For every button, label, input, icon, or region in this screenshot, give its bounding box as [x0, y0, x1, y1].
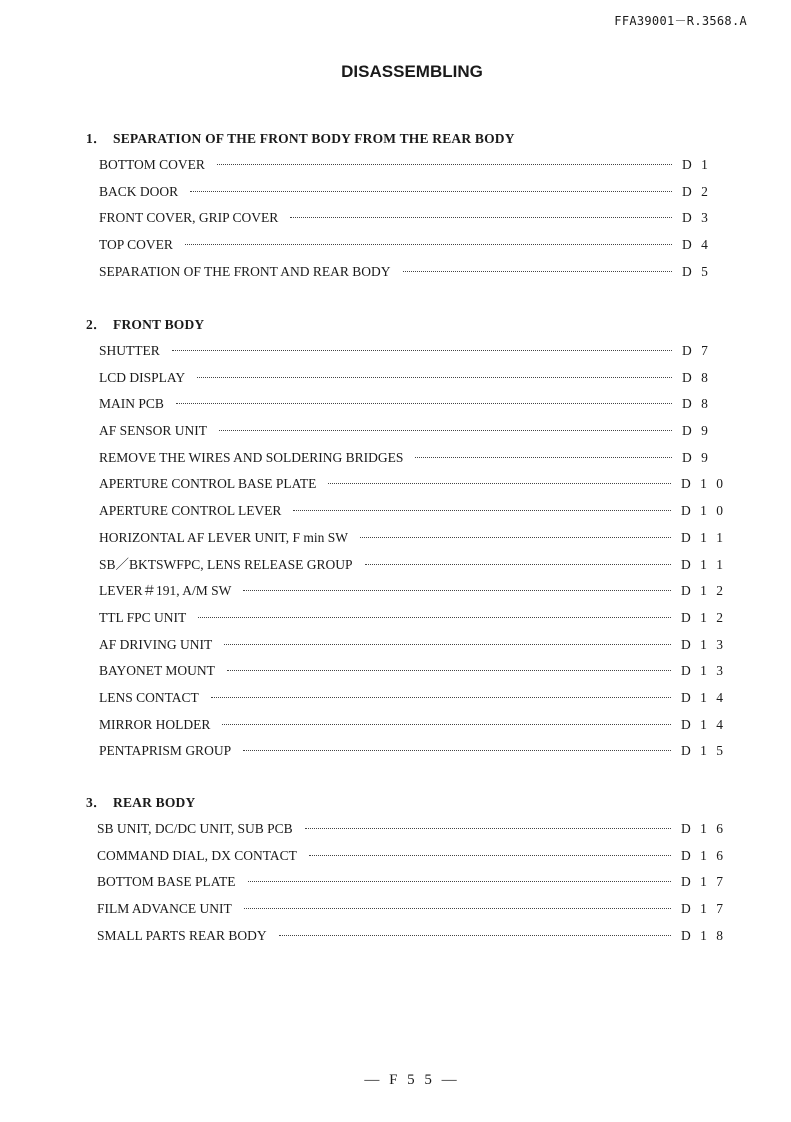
dot-leader — [403, 270, 672, 272]
section-front-body — [86, 312, 726, 765]
dot-leader — [305, 827, 671, 829]
toc-entry-page: D 1 — [682, 157, 711, 172]
toc-entry[interactable] — [86, 578, 726, 605]
dot-leader — [198, 616, 671, 618]
section-heading — [86, 312, 726, 338]
toc-entry-label: TOP COVER — [99, 237, 173, 253]
dot-leader — [293, 509, 671, 511]
toc-entry-label: SEPARATION OF THE FRONT AND REAR BODY — [99, 263, 391, 279]
section-heading-text: REAR BODY — [113, 795, 196, 810]
toc-entry[interactable] — [86, 232, 726, 259]
toc-entry-label: MAIN PCB — [99, 396, 164, 412]
dot-leader — [172, 349, 672, 351]
toc-entry-page: D 1 3 — [681, 663, 726, 679]
dot-leader — [217, 163, 672, 165]
toc-entry-page: D 8 — [682, 369, 711, 385]
toc-entry-label: BOTTOM COVER — [99, 157, 205, 172]
section-heading-text: SEPARATION OF THE FRONT BODY FROM THE REAR BODY — [113, 131, 515, 146]
toc-entry-page: D 1 2 — [681, 609, 726, 625]
dot-leader — [185, 243, 672, 245]
dot-leader — [360, 536, 671, 538]
dot-leader — [365, 563, 671, 565]
toc-entry-label: AF DRIVING UNIT — [99, 636, 213, 652]
toc-entry-label: BAYONET MOUNT — [99, 663, 215, 679]
toc-entry[interactable] — [86, 605, 726, 632]
toc-entry[interactable] — [86, 365, 726, 392]
toc-entry-page: D 1 7 — [681, 874, 726, 890]
dot-leader — [222, 723, 671, 725]
dot-leader — [224, 643, 671, 645]
toc-entry-label: AF SENSOR UNIT — [99, 423, 208, 439]
toc-entry-label: FILM ADVANCE UNIT — [97, 901, 232, 917]
toc-entry[interactable] — [86, 923, 726, 950]
toc-entry-page: D 1 2 — [681, 583, 726, 599]
toc-entry-page: D 9 — [682, 423, 711, 439]
toc-entry[interactable] — [86, 738, 726, 765]
toc-entry-label: SB／BKTSWFPC, LENS RELEASE GROUP — [99, 556, 353, 572]
toc-entry-page: D 1 5 — [681, 743, 726, 759]
toc-entry[interactable] — [86, 498, 726, 525]
toc-entry-page: D 1 8 — [681, 927, 726, 943]
section-number: 1． — [86, 131, 107, 146]
dot-leader — [197, 376, 672, 378]
dot-leader — [279, 934, 671, 936]
dot-leader — [219, 429, 672, 431]
toc-entry-page: D 3 — [682, 210, 711, 226]
toc-entry-label: BOTTOM BASE PLATE — [97, 874, 236, 890]
dot-leader — [211, 696, 671, 698]
toc-entry-page: D 2 — [682, 183, 711, 199]
toc-entry-label: REMOVE THE WIRES AND SOLDERING BRIDGES — [99, 449, 404, 465]
toc-entry-page: D 1 1 — [681, 556, 726, 572]
section-heading-text: FRONT BODY — [113, 317, 205, 332]
dot-leader — [328, 482, 671, 484]
document-code: FFA39001－R.3568.A — [614, 14, 747, 28]
toc-entry[interactable] — [86, 816, 726, 843]
toc-entry[interactable] — [86, 712, 726, 739]
dot-leader — [176, 402, 672, 404]
toc-entry-page: D 1 6 — [681, 821, 726, 836]
toc-entry-label: APERTURE CONTROL BASE PLATE — [99, 476, 317, 492]
toc-entry[interactable] — [86, 843, 726, 870]
toc-entry-page: D 1 7 — [681, 901, 726, 917]
dot-leader — [244, 907, 671, 909]
toc-entry[interactable] — [86, 685, 726, 712]
toc-entry-label: TTL FPC UNIT — [99, 609, 187, 625]
toc-entry[interactable] — [86, 259, 726, 286]
toc-entry[interactable] — [86, 391, 726, 418]
section-rear-body — [86, 790, 726, 949]
toc-entry-label: LCD DISPLAY — [99, 369, 186, 385]
section-front-rear-separation — [86, 126, 726, 285]
toc-entry-page: D 1 4 — [681, 716, 726, 732]
section-number: 3． — [86, 795, 107, 810]
dot-leader — [227, 669, 671, 671]
toc-entry-label: SMALL PARTS REAR BODY — [97, 927, 267, 943]
toc-entry[interactable] — [86, 179, 726, 206]
toc-entry[interactable] — [86, 205, 726, 232]
toc-entry[interactable] — [86, 896, 726, 923]
dot-leader — [415, 456, 672, 458]
toc-entry-page: D 1 4 — [681, 689, 726, 705]
toc-entry-label: HORIZONTAL AF LEVER UNIT, F min SW — [99, 529, 349, 545]
dot-leader — [243, 749, 671, 751]
section-heading — [86, 126, 726, 152]
toc-entry-label: SHUTTER — [99, 343, 160, 358]
toc-entry[interactable] — [86, 471, 726, 498]
toc-entry-label: LENS CONTACT — [99, 689, 199, 705]
toc-entry[interactable] — [86, 152, 726, 179]
toc-entry[interactable] — [86, 445, 726, 472]
toc-entry-page: D 1 0 — [681, 503, 726, 519]
toc-entry-page: D 8 — [682, 396, 711, 412]
dot-leader — [309, 854, 671, 856]
toc-entry-label: BACK DOOR — [99, 183, 179, 199]
toc-entry[interactable] — [86, 632, 726, 659]
toc-entry-label: FRONT COVER, GRIP COVER — [99, 210, 279, 226]
toc-entry-label: SB UNIT, DC/DC UNIT, SUB PCB — [97, 821, 293, 836]
toc-entry-page: D 4 — [682, 237, 711, 253]
toc-entry-page: D 1 1 — [681, 529, 726, 545]
toc-entry[interactable] — [86, 525, 726, 552]
toc-entry[interactable] — [86, 552, 726, 579]
dot-leader — [290, 216, 672, 218]
dot-leader — [190, 190, 672, 192]
toc-entry[interactable] — [86, 418, 726, 445]
toc-entry[interactable] — [86, 658, 726, 685]
toc-entry-page: D 9 — [682, 449, 711, 465]
dot-leader — [243, 589, 671, 591]
toc-entry[interactable] — [86, 869, 726, 896]
toc-entry-label: MIRROR HOLDER — [99, 716, 211, 732]
toc-entry-page: D 1 0 — [681, 476, 726, 492]
toc-entry-page: D 1 3 — [681, 636, 726, 652]
toc-entry-page: D 5 — [682, 263, 711, 279]
page-title: DISASSEMBLING — [341, 62, 483, 81]
toc-entry-label: LEVER＃191, A/M SW — [99, 583, 232, 599]
section-number: 2． — [86, 317, 107, 332]
dot-leader — [248, 880, 671, 882]
toc-entry-label: APERTURE CONTROL LEVER — [99, 503, 282, 519]
section-heading — [86, 790, 726, 816]
toc-entry-page: D 1 6 — [681, 847, 726, 863]
page-number: — F 5 5 — — [364, 1072, 460, 1088]
toc-entry[interactable] — [86, 338, 726, 365]
toc-entry-label: COMMAND DIAL, DX CONTACT — [97, 847, 297, 863]
toc-entry-label: PENTAPRISM GROUP — [99, 743, 232, 759]
toc-entry-page: D 7 — [682, 343, 711, 358]
